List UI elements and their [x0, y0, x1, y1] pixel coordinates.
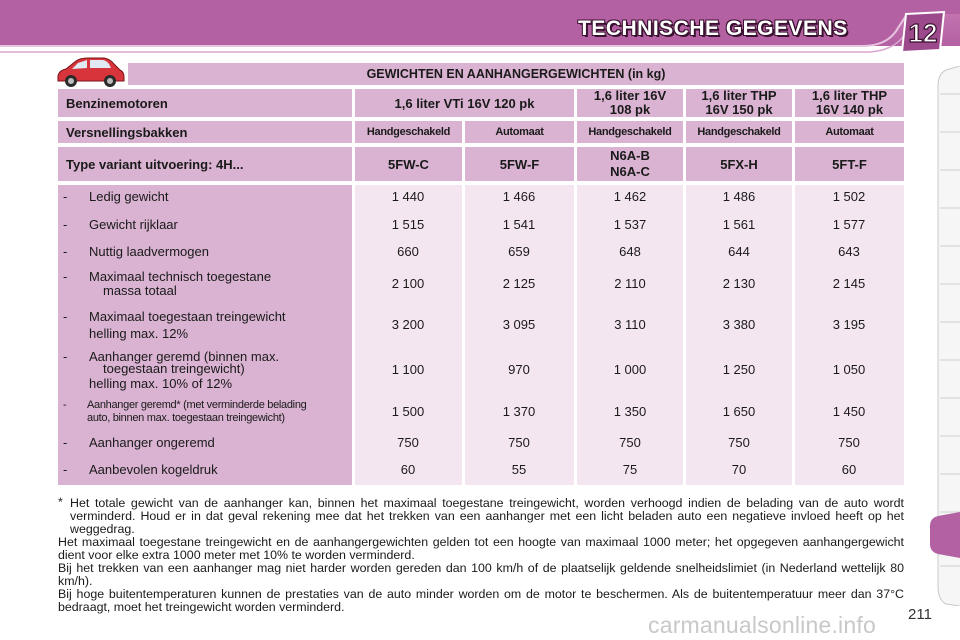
- footnote-text: Het totale gewicht van de aanhanger kan, binnen het maximaal toegestane treingewicht, worden verhoogd indien de belading van de auto wordt verminderd. Houd er in dat geval rekening mee dat het trekken van een aanhanger met een licht beladen auto een negatieve invloed heeft op het weggedrag.: [70, 496, 904, 536]
- note-paragraph: Het maximaal toegestane treingewicht en de aanhangergewichten gelden tot een hoogte van maximaal 1000 meter; het opgegeven aanhangergewicht dient voor elke extra 1000 meter met 10% te worden verminderd.: [58, 535, 904, 562]
- note-paragraph: Bij het trekken van een aanhanger mag niet harder worden gereden dan 100 km/h of de plaatselijk geldende snelheidslimiet (in Nederland wettelijk 80 km/h).: [58, 561, 904, 588]
- engine-header-1: 1,6 liter VTi 16V 120 pk: [355, 89, 574, 117]
- row-dash: -: [63, 349, 68, 364]
- variant-header-3: [577, 147, 683, 181]
- table-cell: 750: [397, 435, 419, 450]
- engine-label: Benzinemotoren: [58, 89, 352, 117]
- gearbox-header-2: Automaat: [465, 121, 574, 143]
- watermark: carmanualsonline.info: [648, 612, 876, 638]
- row-dash: -: [63, 399, 67, 411]
- row-dash: -: [63, 244, 68, 259]
- table-cell: 1 541: [502, 217, 536, 232]
- engine-header-4-line2: 16V 140 pk: [815, 102, 884, 117]
- table-cell: 3 380: [722, 317, 756, 332]
- row-label-text: auto, binnen max. toegestaan treingewicht): [87, 412, 285, 424]
- table-cell: 1 500: [391, 404, 425, 419]
- chapter-badge-icon: [898, 10, 948, 54]
- row-dash: -: [63, 269, 68, 284]
- row-dash: -: [63, 462, 68, 477]
- row-label-text: Aanbevolen kogeldruk: [89, 462, 218, 477]
- table-cell: 3 095: [502, 317, 536, 332]
- row-label-text: massa totaal: [103, 283, 177, 298]
- table-cell: 1 000: [613, 362, 647, 377]
- table-cell: 1 350: [613, 404, 647, 419]
- table-cell: 1 250: [722, 362, 756, 377]
- table-cell: 1 462: [613, 189, 647, 204]
- table-cell: 1 450: [832, 404, 866, 419]
- table-cell: 1 440: [391, 189, 425, 204]
- row-label-text: Gewicht rijklaar: [89, 217, 178, 232]
- table-cell: 644: [728, 244, 750, 259]
- table-cell: 660: [397, 244, 419, 259]
- engine-header-2-line1: 1,6 liter 16V: [593, 88, 667, 103]
- row-label-text: helling max. 10% of 12%: [89, 376, 233, 391]
- row-label-text: Ledig gewicht: [89, 189, 169, 204]
- variant-header-3-line2: N6A-C: [610, 164, 650, 179]
- table-cell: 1 486: [722, 189, 756, 204]
- table-cell: 70: [731, 462, 747, 477]
- row-dash: -: [63, 189, 68, 204]
- page-title: TECHNISCHE GEGEVENS: [578, 17, 848, 40]
- row-label-text: Nuttig laadvermogen: [89, 244, 209, 259]
- gearbox-label: Versnellingsbakken: [58, 121, 352, 143]
- row-label-text: Maximaal technisch toegestane: [89, 269, 272, 284]
- notes: [58, 497, 904, 614]
- table-cell: 1 561: [722, 217, 756, 232]
- row-label-text: Maximaal toegestaan treingewicht: [89, 309, 286, 324]
- table-cell: 1 502: [832, 189, 866, 204]
- chapter-number: 12: [908, 18, 938, 48]
- table-cell: 55: [511, 462, 527, 477]
- variant-header-1: 5FW-C: [355, 147, 462, 181]
- table-cell: 750: [508, 435, 530, 450]
- row-label-text: toegestaan treingewicht): [103, 361, 245, 376]
- row-dash: -: [63, 435, 68, 450]
- variant-header-2: 5FW-F: [465, 147, 574, 181]
- engine-header-4-line1: 1,6 liter THP: [811, 88, 888, 103]
- table-cell: 2 110: [614, 276, 646, 291]
- row-label-text: Aanhanger geremd (binnen max.: [89, 349, 280, 364]
- note-paragraph: Bij hoge buitentemperaturen kunnen de prestaties van de auto minder worden om de motor te beschermen. Als de buitentemperatuur meer dan 37°C bedraagt, moet het treingewicht worden verminderd.: [58, 587, 904, 614]
- table-cell: 750: [619, 435, 641, 450]
- table-cell: 750: [838, 435, 860, 450]
- table-cell: 1 537: [613, 217, 647, 232]
- engine-header-2: [577, 89, 683, 117]
- table-cell: 648: [619, 244, 641, 259]
- engine-header-3-line2: 16V 150 pk: [705, 102, 773, 117]
- table-cell: 2 100: [391, 276, 425, 291]
- table-cell: 3 195: [832, 317, 866, 332]
- table-cell: 970: [508, 362, 530, 377]
- variant-header-5: 5FT-F: [795, 147, 904, 181]
- table-cell: 659: [508, 244, 530, 259]
- row-label-text: Aanhanger geremd* (met verminderde belading: [87, 399, 307, 411]
- chapter-tabs: [926, 66, 960, 606]
- engine-header-3: [686, 89, 792, 117]
- table-cell: 643: [838, 244, 860, 259]
- gearbox-header-4: Handgeschakeld: [686, 121, 792, 143]
- variant-label: Type variant uitvoering: 4H...: [58, 147, 352, 181]
- table-cell: 2 130: [722, 276, 756, 291]
- table-cell: 1 650: [722, 404, 756, 419]
- table-cell: 1 100: [391, 362, 425, 377]
- row-dash: -: [63, 217, 68, 232]
- table-cell: 1 466: [502, 189, 536, 204]
- table-cell: 2 145: [832, 276, 866, 291]
- table-cell: 1 577: [832, 217, 866, 232]
- section-title: GEWICHTEN EN AANHANGERGEWICHTEN (in kg): [128, 63, 904, 85]
- variant-header-4: 5FX-H: [686, 147, 792, 181]
- table-cell: 1 050: [832, 362, 866, 377]
- table-cell: 2 125: [502, 276, 536, 291]
- row-label-text: Aanhanger ongeremd: [89, 435, 215, 450]
- table-cell: 1 515: [391, 217, 425, 232]
- engine-header-2-line2: 108 pk: [609, 102, 651, 117]
- engine-header-4: [795, 89, 904, 117]
- table-cell: 750: [728, 435, 750, 450]
- car-icon: [54, 55, 126, 89]
- page-number: 211: [908, 606, 932, 623]
- table-cell: 60: [841, 462, 857, 477]
- gearbox-header-5: Automaat: [795, 121, 904, 143]
- table-cell: 3 110: [614, 317, 646, 332]
- row-label-text: helling max. 12%: [89, 326, 188, 341]
- table-cell: 3 200: [391, 317, 425, 332]
- gearbox-header-3: Handgeschakeld: [577, 121, 683, 143]
- variant-header-3-line1: N6A-B: [610, 148, 650, 163]
- gearbox-header-1: Handgeschakeld: [355, 121, 462, 143]
- footnote: [58, 497, 904, 536]
- table-cell: 60: [400, 462, 416, 477]
- table-cell: 75: [622, 462, 638, 477]
- header-band: [0, 0, 960, 46]
- footnote-mark: *: [58, 495, 63, 509]
- engine-header-3-line1: 1,6 liter THP: [701, 88, 777, 103]
- row-dash: -: [63, 309, 68, 324]
- table-cell: 1 370: [502, 404, 536, 419]
